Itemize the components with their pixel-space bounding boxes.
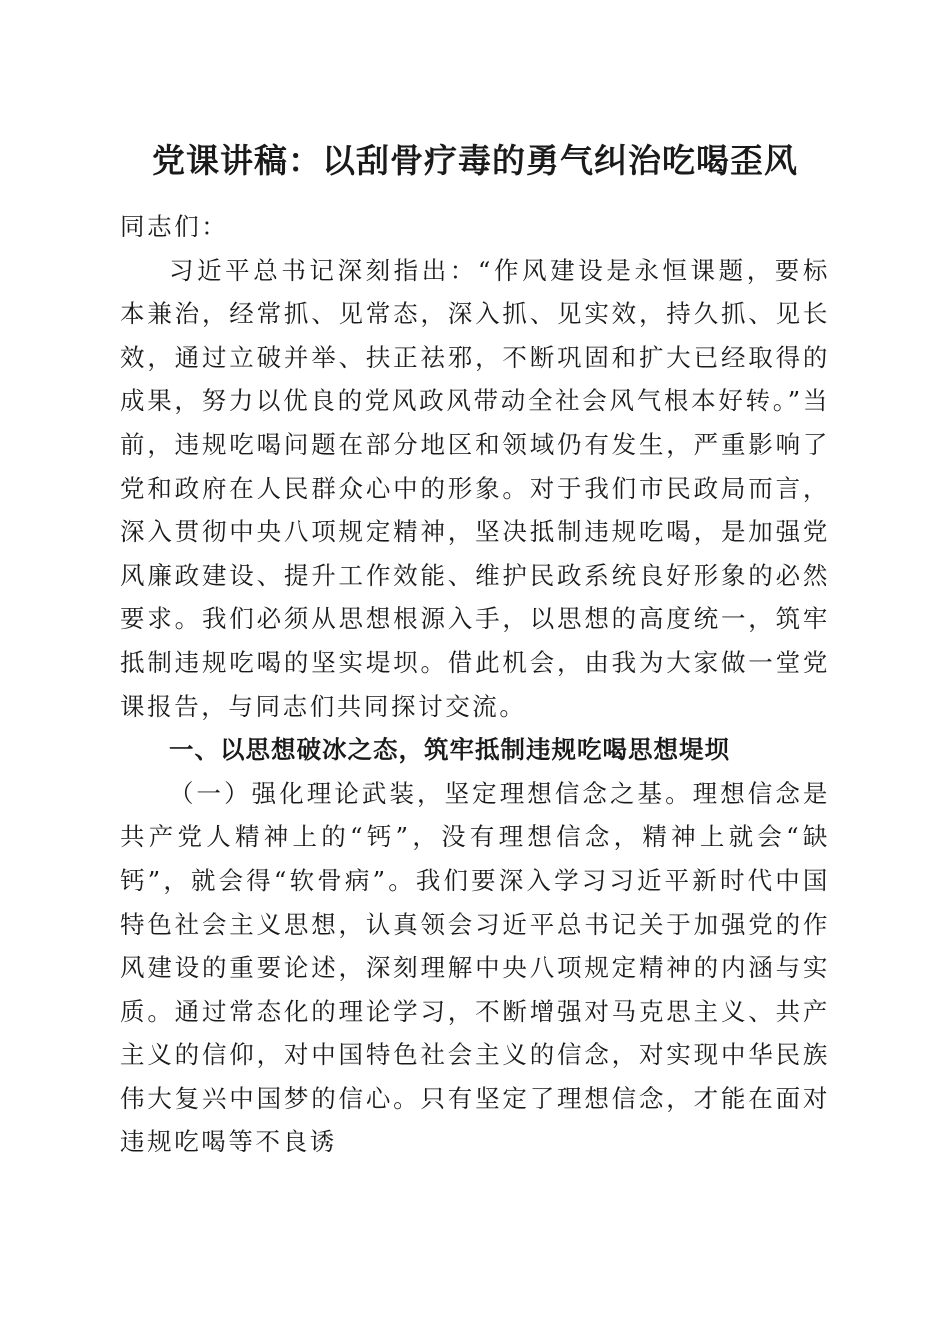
document-body — [120, 205, 830, 1164]
section-paragraph: （一）强化理论武装，坚定理想信念之基。理想信念是共产党人精神上的“钙”，没有理想信念，精神上就会“缺钙”，就会得“软骨病”。我们要深入学习习近平新时代中国特色社会主义思想，认真领会习近平总书记关于加强党的作风建设的重要论述，深刻理解中央八项规定精神的内涵与实质。通过常态化的理论学习，不断增强对马克思主义、共产主义的信仰，对中国特色社会主义的信念，对实现中华民族伟大复兴中国梦的信心。只有坚定了理想信念，才能在面对违规吃喝等不良诱 — [120, 778, 830, 1157]
section-heading: 一、以思想破冰之态，筑牢抵制违规吃喝思想堤坝 — [169, 735, 730, 765]
salutation: 同志们： — [120, 212, 229, 241]
document-title: 党课讲稿：以刮骨疗毒的勇气纠治吃喝歪风 — [152, 141, 798, 180]
intro-paragraph: 习近平总书记深刻指出：“作风建设是永恒课题，要标本兼治，经常抓、见常态，深入抓、见实效，持久抓、见长效，通过立破并举、扶正祛邪，不断巩固和扩大已经取得的成果，努力以优良的党风政风带动全社会风气根本好转。”当前，违规吃喝问题在部分地区和领域仍有发生，严重影响了党和政府在人民群众心中的形象。对于我们市民政局而言，深入贯彻中央八项规定精神，坚决抵制违规吃喝，是加强党风廉政建设、提升工作效能、维护民政系统良好形象的必然要求。我们必须从思想根源入手，以思想的高度统一，筑牢抵制违规吃喝的坚实堤坝。借此机会，由我为大家做一堂党课报告，与同志们共同探讨交流。 — [120, 255, 830, 721]
